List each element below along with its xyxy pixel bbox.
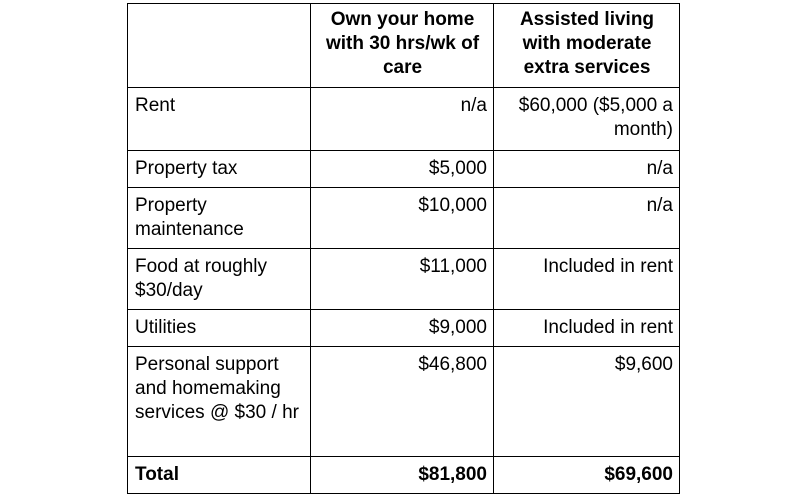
assisted-living-cost: Included in rent [494,310,680,347]
table-row [128,88,680,151]
row-label: Utilities [128,310,311,347]
table-row [128,151,680,188]
row-label: Property maintenance [128,188,311,249]
table-row [128,249,680,310]
table-row [128,347,680,457]
own-home-total: $81,800 [311,457,494,494]
table-body [128,88,680,494]
own-home-cost: $5,000 [311,151,494,188]
own-home-cost: n/a [311,88,494,151]
total-label: Total [128,457,311,494]
assisted-living-cost: $60,000 ($5,000 a month) [494,88,680,151]
row-label: Property tax [128,151,311,188]
header-own-home: Own your home with 30 hrs/wk of care [311,4,494,88]
table-row [128,310,680,347]
row-label: Food at roughly $30/day [128,249,311,310]
table-header [128,4,680,88]
row-label: Personal support and homemaking services @ $30 / hr [128,347,311,457]
own-home-cost: $11,000 [311,249,494,310]
own-home-cost: $46,800 [311,347,494,457]
own-home-cost: $10,000 [311,188,494,249]
total-row [128,457,680,494]
assisted-living-cost: $9,600 [494,347,680,457]
assisted-living-cost: n/a [494,188,680,249]
assisted-living-cost: n/a [494,151,680,188]
assisted-living-total: $69,600 [494,457,680,494]
header-assisted-living: Assisted living with moderate extra services [494,4,680,88]
row-label: Rent [128,88,311,151]
cost-comparison-table [127,3,680,494]
header-corner-cell [128,4,311,88]
header-row [128,4,680,88]
table-row [128,188,680,249]
own-home-cost: $9,000 [311,310,494,347]
assisted-living-cost: Included in rent [494,249,680,310]
